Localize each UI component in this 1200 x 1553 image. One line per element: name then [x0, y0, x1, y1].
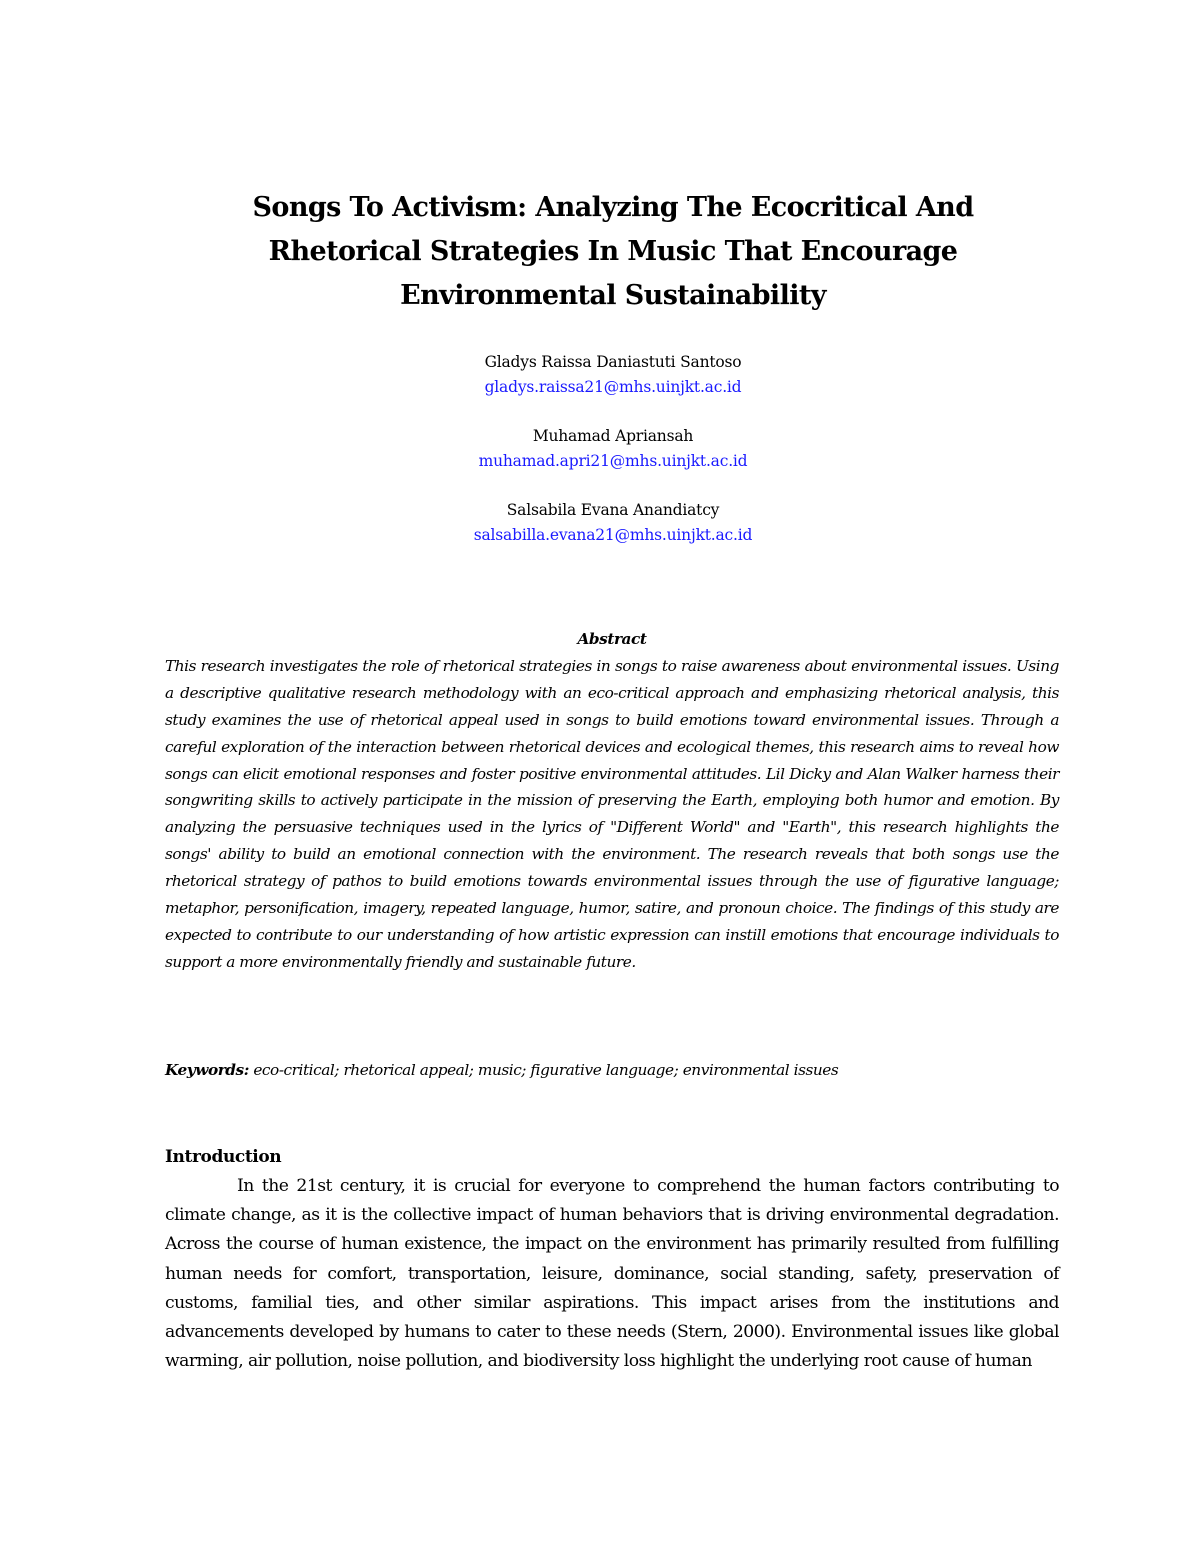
- introduction-body: In the 21st century, it is crucial for everyone to comprehend the human factors contributing to climate change, as it is the collective impact of human behaviors that is driving environmental degradation. Across the course of human existence, the impact on the environment has primarily resulted from fulfilling human needs for comfort, transportation, leisure, dominance, social standing, safety, preservation of customs, familial ties, and other similar aspirations. This impact arises from the institutions and advancements developed by humans to cater to these needs (Stern, 2000). Environmental issues like global warming, air pollution, noise pollution, and biodiversity loss highlight the underlying root cause of human: [165, 1176, 1059, 1372]
- introduction-heading: Introduction: [165, 1147, 282, 1167]
- abstract-section: [165, 626, 1059, 976]
- author-email-link[interactable]: muhamad.apri21@mhs.uinjkt.ac.id: [478, 452, 748, 470]
- author-name: Muhamad Apriansah: [532, 427, 694, 445]
- author-list: [160, 350, 1066, 572]
- author-email-link[interactable]: gladys.raissa21@mhs.uinjkt.ac.id: [484, 378, 742, 396]
- keywords-text: eco-critical; rhetorical appeal; music; figurative language; environmental issues: [248, 1061, 839, 1079]
- author-email-link[interactable]: salsabilla.evana21@mhs.uinjkt.ac.id: [473, 526, 753, 544]
- paper-title: [160, 186, 1066, 318]
- author-name: Gladys Raissa Daniastuti Santoso: [484, 353, 742, 371]
- title-line-2: Rhetorical Strategies In Music That Encourage: [268, 236, 958, 268]
- keywords-line: [165, 1057, 1059, 1084]
- abstract-heading: Abstract: [577, 630, 647, 648]
- author-block: [160, 424, 1066, 474]
- author-block: [160, 350, 1066, 400]
- title-line-3: Environmental Sustainability: [400, 280, 826, 312]
- keywords-label: Keywords:: [165, 1061, 249, 1079]
- author-name: Salsabila Evana Anandiatcy: [506, 501, 720, 519]
- title-line-1: Songs To Activism: Analyzing The Ecocritical And: [252, 192, 974, 224]
- author-block: [160, 498, 1066, 548]
- abstract-body: This research investigates the role of rhetorical strategies in songs to raise awareness about environmental issues. Using a descriptive qualitative research methodology with an eco-critical approach and emphasizing rhetorical analysis, this study examines the use of rhetorical appeal used in songs to build emotions toward environmental issues. Through a careful exploration of the interaction between rhetorical devices and ecological themes, this research aims to reveal how songs can elicit emotional responses and foster positive environmental attitudes. Lil Dicky and Alan Walker harness their songwriting skills to actively participate in the mission of preserving the Earth, employing both humor and emotion. By analyzing the persuasive techniques used in the lyrics of "Different World" and "Earth", this research highlights the songs' ability to build an emotional connection with the environment. The research reveals that both songs use the rhetorical strategy of pathos to build emotions towards environmental issues through the use of figurative language; metaphor, personification, imagery, repeated language, humor, satire, and pronoun choice. The findings of this study are expected to contribute to our understanding of how artistic expression can instill emotions that encourage individuals to support a more environmentally friendly and sustainable future.: [165, 656, 1059, 971]
